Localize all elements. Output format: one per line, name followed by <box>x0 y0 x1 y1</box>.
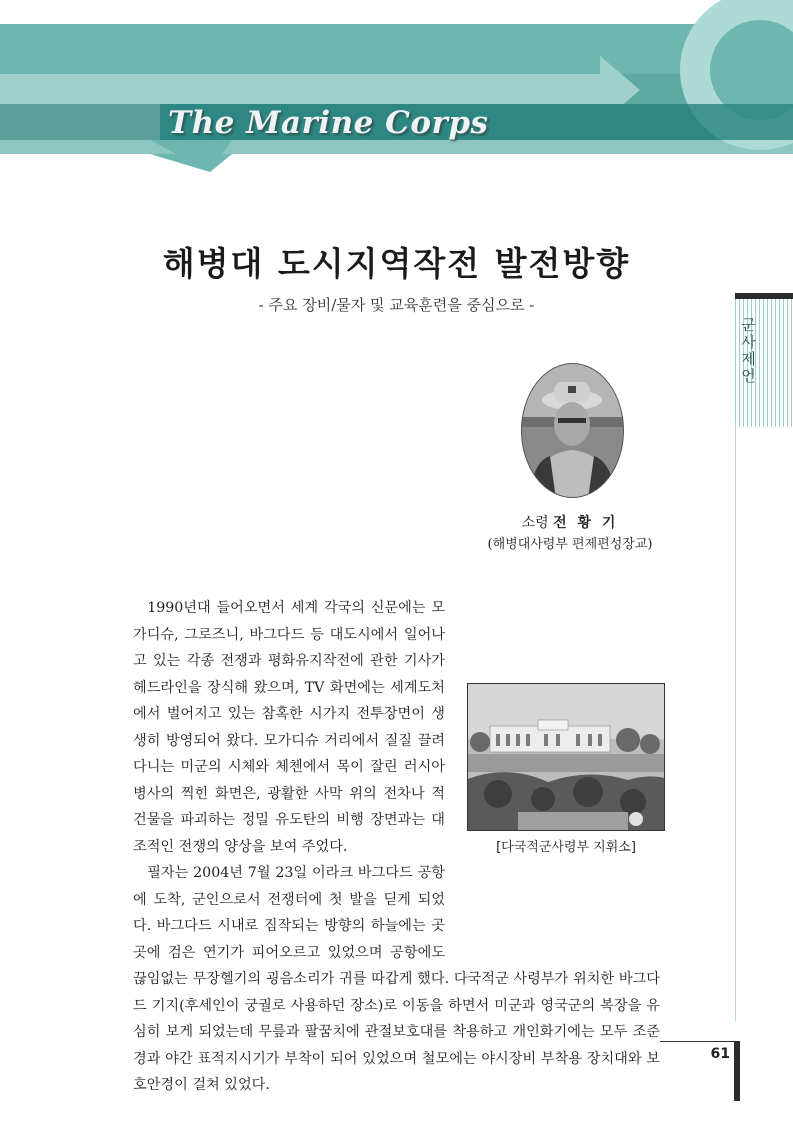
headquarters-photo <box>467 683 665 831</box>
author-name: 전 황 기 <box>553 515 619 531</box>
article-subtitle: - 주요 장비/물자 및 교육훈련을 중심으로 - <box>258 296 535 314</box>
footer-bar <box>734 1041 740 1101</box>
photo-caption: [다국적군사령부 지휘소] <box>496 840 636 855</box>
author-portrait <box>520 362 625 499</box>
author-rank: 소령 <box>521 515 549 531</box>
author-affiliation: (해병대사령부 편제편성장교) <box>487 537 653 552</box>
banner-title: The Marine Corps <box>168 105 489 141</box>
side-divider <box>735 421 736 1021</box>
section-tab-label: 군사제언 <box>739 317 757 385</box>
footer-rule <box>660 1041 735 1042</box>
author-line <box>470 512 670 532</box>
body-paragraph: 1990년대 들어오면서 세계 각국의 신문에는 모가디슈, 그로즈니, 바그다드 등 대도시에서 일어나고 있는 각종 전쟁과 평화유지작전에 관한 기사가 헤드라인을 장식해 왔으며, TV 화면에는 세계도처에서 벌어지고 있는 참혹한 시가지 전투장면이 생생히 방영되어 왔다. 모가디슈 거리에서 질질 끌려다니는 미군의 시체와 체첸에서 목이 잘린 러시아 병사의 찍힌 화면은, 광활한 사막 위의 전차나 적 건물을 파괴하는 정밀 유도탄의 비행 장면과는 대조적인 전쟁의 양상을 보여 주었다. <box>133 600 445 855</box>
body-paragraph: 필자는 2004년 7월 23일 이라크 바그다드 공항에 도착, 군인으로서 전쟁터에 첫 발을 딛게 되었다. 바그다드 시내로 짐작되는 방향의 하늘에는 곳곳에 검은 연기가 피어오르고 있었으며 공항에도 끊임없는 무장헬기의 굉음소리가 귀를 따갑게 했다. 다국적군 사령부가 위치한 바그다드 기지(후세인이 궁궐로 사용하던 장소)로 이동을 하면서 미군과 영국군의 복장을 유심히 보게 되었는데 무릎과 팔꿈치에 관절보호대를 착용하고 개인화기에는 모두 조준경과 야간 표적지시기가 부착이 되어 있었으며 철모에는 야시장비 부착용 장치대와 보호안경이 걸쳐 있었다. <box>133 865 660 1093</box>
page-number: 61 <box>710 1046 730 1062</box>
article-title: 해병대 도시지역작전 발전방향 <box>162 244 631 283</box>
banner-graphic <box>0 0 793 180</box>
header-banner <box>0 0 793 180</box>
